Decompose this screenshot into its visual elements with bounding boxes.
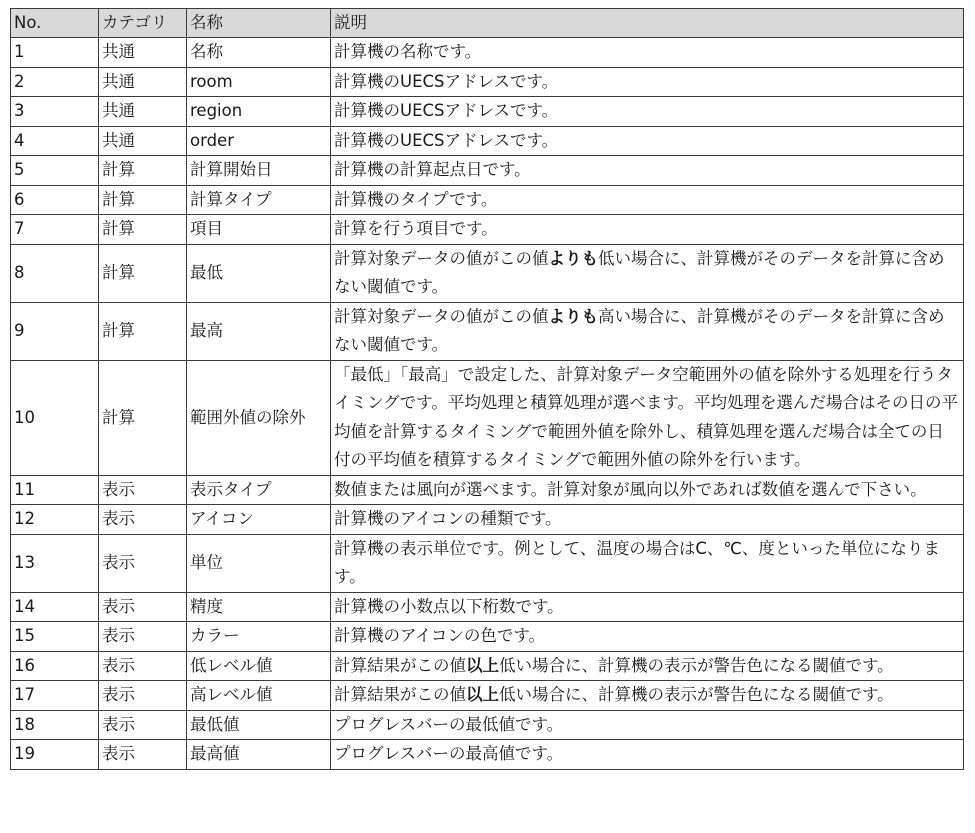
description-text: 計算機の小数点以下桁数です。: [334, 596, 564, 616]
description-text: 数値または風向が選べます。計算対象が風向以外であれば数値を選んで下さい。: [334, 479, 927, 499]
cell-name: カラー: [187, 622, 331, 652]
description-emphasis: 以上: [466, 655, 499, 675]
spec-table: [10, 8, 964, 770]
cell-category: 表示: [99, 622, 187, 652]
description-text: 計算機のタイプです。: [334, 189, 498, 209]
description-text: 計算結果がこの値: [334, 685, 466, 704]
cell-name: region: [187, 97, 331, 127]
cell-no: 18: [11, 710, 99, 740]
header-row: [11, 9, 964, 38]
cell-category: 表示: [99, 505, 187, 535]
header-no: No.: [11, 9, 99, 38]
description-text: 計算機のアイコンの色です。: [334, 626, 546, 645]
description-text: 計算結果がこの値: [334, 655, 466, 675]
cell-no: 6: [11, 185, 99, 215]
cell-name: 名称: [187, 38, 331, 68]
cell-name: 最低: [187, 244, 331, 302]
table-row: [11, 302, 964, 360]
header-name: 名称: [187, 9, 331, 38]
cell-name: 高レベル値: [187, 681, 331, 711]
cell-no: 16: [11, 651, 99, 681]
table-row: [11, 215, 964, 245]
cell-category: 計算: [99, 185, 187, 215]
cell-description: [331, 740, 964, 770]
cell-category: 計算: [99, 360, 187, 475]
description-text: 計算を行う項目です。: [334, 219, 498, 238]
description-text: 計算機の計算起点日です。: [334, 160, 531, 179]
cell-no: 13: [11, 534, 99, 592]
cell-description: [331, 622, 964, 652]
cell-name: 最低値: [187, 710, 331, 740]
cell-description: [331, 185, 964, 215]
table-row: [11, 97, 964, 127]
cell-name: room: [187, 67, 331, 97]
table-row: [11, 156, 964, 186]
cell-category: 計算: [99, 215, 187, 245]
cell-name: 最高: [187, 302, 331, 360]
table-row: [11, 681, 964, 711]
description-text: 計算対象データの値がこの値: [334, 306, 549, 326]
description-text: 高い場合に、計算機がそのデータを計算に含めない閾値です。: [334, 306, 945, 354]
description-text: 計算機のアイコンの種類です。: [334, 509, 562, 528]
cell-category: 表示: [99, 592, 187, 622]
description-text: プログレスバーの最低値です。: [334, 714, 564, 734]
table-row: [11, 651, 964, 681]
table-body: [11, 38, 964, 770]
cell-category: 共通: [99, 67, 187, 97]
table-row: [11, 360, 964, 475]
cell-description: [331, 244, 964, 302]
header-category: カテゴリ: [99, 9, 187, 38]
cell-description: [331, 534, 964, 592]
cell-no: 8: [11, 244, 99, 302]
cell-description: [331, 475, 964, 505]
description-text: 低い場合に、計算機の表示が警告色になる閾値です。: [499, 655, 894, 675]
table-row: [11, 67, 964, 97]
cell-description: [331, 651, 964, 681]
cell-description: [331, 302, 964, 360]
description-emphasis: よりも: [548, 248, 598, 268]
cell-no: 10: [11, 360, 99, 475]
table-row: [11, 592, 964, 622]
table-row: [11, 244, 964, 302]
table-row: [11, 38, 964, 68]
cell-no: 17: [11, 681, 99, 711]
description-text: 計算機のUECSアドレスです。: [334, 101, 559, 120]
cell-no: 1: [11, 38, 99, 68]
cell-category: 表示: [99, 475, 187, 505]
cell-description: [331, 360, 964, 475]
table-row: [11, 475, 964, 505]
cell-name: 範囲外値の除外: [187, 360, 331, 475]
cell-name: 計算開始日: [187, 156, 331, 186]
cell-description: [331, 681, 964, 711]
cell-no: 7: [11, 215, 99, 245]
description-text: 計算機の表示単位です。例として、温度の場合はC、℃、度といった単位になります。: [334, 538, 940, 586]
cell-description: [331, 126, 964, 156]
cell-name: order: [187, 126, 331, 156]
cell-category: 共通: [99, 38, 187, 68]
cell-description: [331, 505, 964, 535]
cell-name: 表示タイプ: [187, 475, 331, 505]
description-text: 計算対象データの値がこの値: [334, 248, 549, 268]
table-row: [11, 740, 964, 770]
description-text: プログレスバーの最高値です。: [334, 744, 564, 763]
cell-category: 計算: [99, 156, 187, 186]
description-emphasis: よりも: [548, 306, 598, 326]
cell-description: [331, 592, 964, 622]
cell-name: 単位: [187, 534, 331, 592]
cell-category: 表示: [99, 651, 187, 681]
table-row: [11, 710, 964, 740]
cell-description: [331, 97, 964, 127]
cell-category: 計算: [99, 302, 187, 360]
table-row: [11, 505, 964, 535]
cell-category: 共通: [99, 97, 187, 127]
table-row: [11, 534, 964, 592]
cell-no: 4: [11, 126, 99, 156]
description-text: 低い場合に、計算機がそのデータを計算に含めない閾値です。: [334, 248, 945, 296]
table-header: [11, 9, 964, 38]
cell-name: 項目: [187, 215, 331, 245]
cell-name: 計算タイプ: [187, 185, 331, 215]
cell-description: [331, 38, 964, 68]
table-row: [11, 126, 964, 156]
cell-no: 14: [11, 592, 99, 622]
cell-no: 11: [11, 475, 99, 505]
table-row: [11, 185, 964, 215]
cell-no: 9: [11, 302, 99, 360]
header-description: 説明: [331, 9, 964, 38]
cell-description: [331, 710, 964, 740]
cell-no: 3: [11, 97, 99, 127]
cell-name: 精度: [187, 592, 331, 622]
table-row: [11, 622, 964, 652]
description-text: 計算機のUECSアドレスです。: [334, 130, 559, 150]
cell-category: 表示: [99, 710, 187, 740]
description-text: 計算機のUECSアドレスです。: [334, 71, 559, 91]
cell-category: 表示: [99, 740, 187, 770]
cell-name: アイコン: [187, 505, 331, 535]
cell-description: [331, 215, 964, 245]
cell-category: 表示: [99, 534, 187, 592]
cell-no: 5: [11, 156, 99, 186]
cell-name: 低レベル値: [187, 651, 331, 681]
cell-no: 19: [11, 740, 99, 770]
description-text: 計算機の名称です。: [334, 42, 482, 61]
cell-category: 計算: [99, 244, 187, 302]
cell-no: 15: [11, 622, 99, 652]
cell-category: 共通: [99, 126, 187, 156]
cell-description: [331, 156, 964, 186]
cell-no: 2: [11, 67, 99, 97]
description-text: 低い場合に、計算機の表示が警告色になる閾値です。: [499, 685, 894, 704]
cell-category: 表示: [99, 681, 187, 711]
description-text: 「最低」「最高」で設定した、計算対象データ空範囲外の値を除外する処理を行うタイミングです。平均処理と積算処理が選べます。平均処理を選んだ場合はその日の平均値を計算するタイミングで範囲外値を除外し、積算処理を選んだ場合は全ての日付の平均値を積算するタイミングで範囲外値の除外を行います。: [334, 364, 959, 469]
description-emphasis: 以上: [466, 685, 499, 704]
cell-no: 12: [11, 505, 99, 535]
cell-name: 最高値: [187, 740, 331, 770]
cell-description: [331, 67, 964, 97]
